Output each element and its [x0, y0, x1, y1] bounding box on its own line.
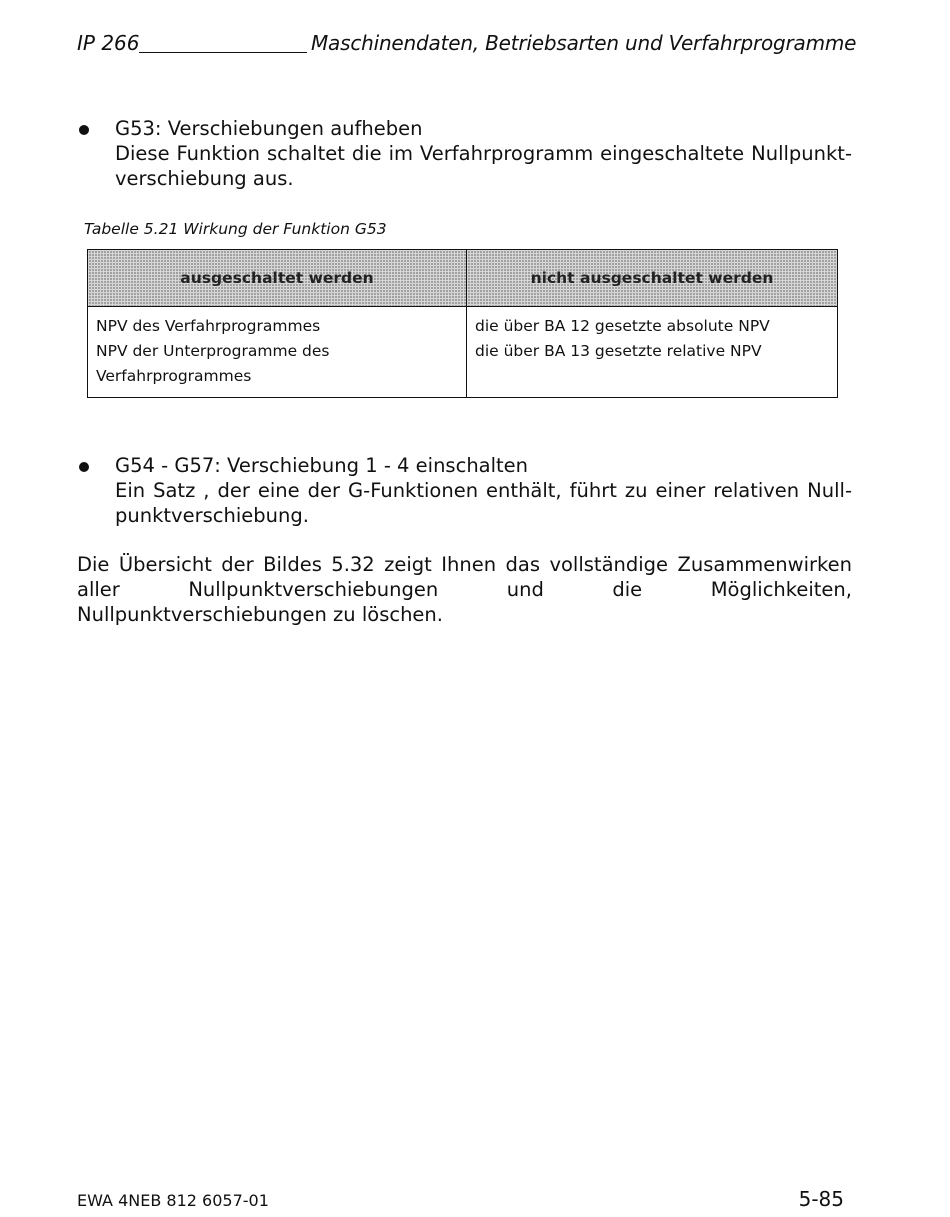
- table-cell: [467, 307, 838, 398]
- header-chapter-title: Maschinendaten, Betriebsarten und Verfahrprogramme: [311, 31, 857, 55]
- cell-line: NPV des Verfahrprogrammes: [96, 317, 321, 335]
- bullet-title: G54 - G57: Verschiebung 1 - 4 einschalten: [115, 454, 529, 477]
- effect-table: [87, 249, 838, 398]
- bullet-text: Ein Satz , der eine der G-Funktionen enthält, führt zu einer relativen Nullpunktverschiebung.: [115, 479, 852, 527]
- footer-page-number: 5-85: [798, 1187, 844, 1211]
- table-header-cell: ausgeschaltet werden: [88, 250, 467, 307]
- bullet-g54-g57: [77, 453, 852, 528]
- table-caption: Tabelle 5.21 Wirkung der Funktion G53: [84, 220, 387, 238]
- bullet-icon: [79, 125, 89, 135]
- bullet-content: [115, 116, 852, 191]
- bullet-content: [115, 453, 852, 528]
- page-header: [77, 28, 857, 58]
- table-cell: [88, 307, 467, 398]
- cell-line: Verfahrprogrammes: [96, 367, 252, 385]
- bullet-g53: [77, 116, 852, 191]
- header-product: IP 266: [77, 31, 140, 55]
- summary-paragraph: Die Übersicht der Bildes 5.32 zeigt Ihnen das vollständige Zusammenwirken aller Nullpunktverschiebungen und die Möglichkeiten, Nullpunktverschiebungen zu löschen.: [77, 553, 852, 626]
- bullet-title: G53: Verschiebungen aufheben: [115, 117, 423, 140]
- table-header-row: [88, 250, 838, 307]
- table-header-cell: nicht ausgeschaltet werden: [467, 250, 838, 307]
- cell-line: NPV der Unterprogramme des: [96, 342, 330, 360]
- bullet-icon: [79, 462, 89, 472]
- header-rule: [139, 52, 307, 53]
- cell-line: die über BA 13 gesetzte relative NPV: [475, 342, 762, 360]
- bullet-text: Diese Funktion schaltet die im Verfahrprogramm eingeschaltete Nullpunktverschiebung aus.: [115, 142, 852, 190]
- footer-document-number: EWA 4NEB 812 6057-01: [77, 1191, 269, 1210]
- table-row: [88, 307, 838, 398]
- cell-line: die über BA 12 gesetzte absolute NPV: [475, 317, 770, 335]
